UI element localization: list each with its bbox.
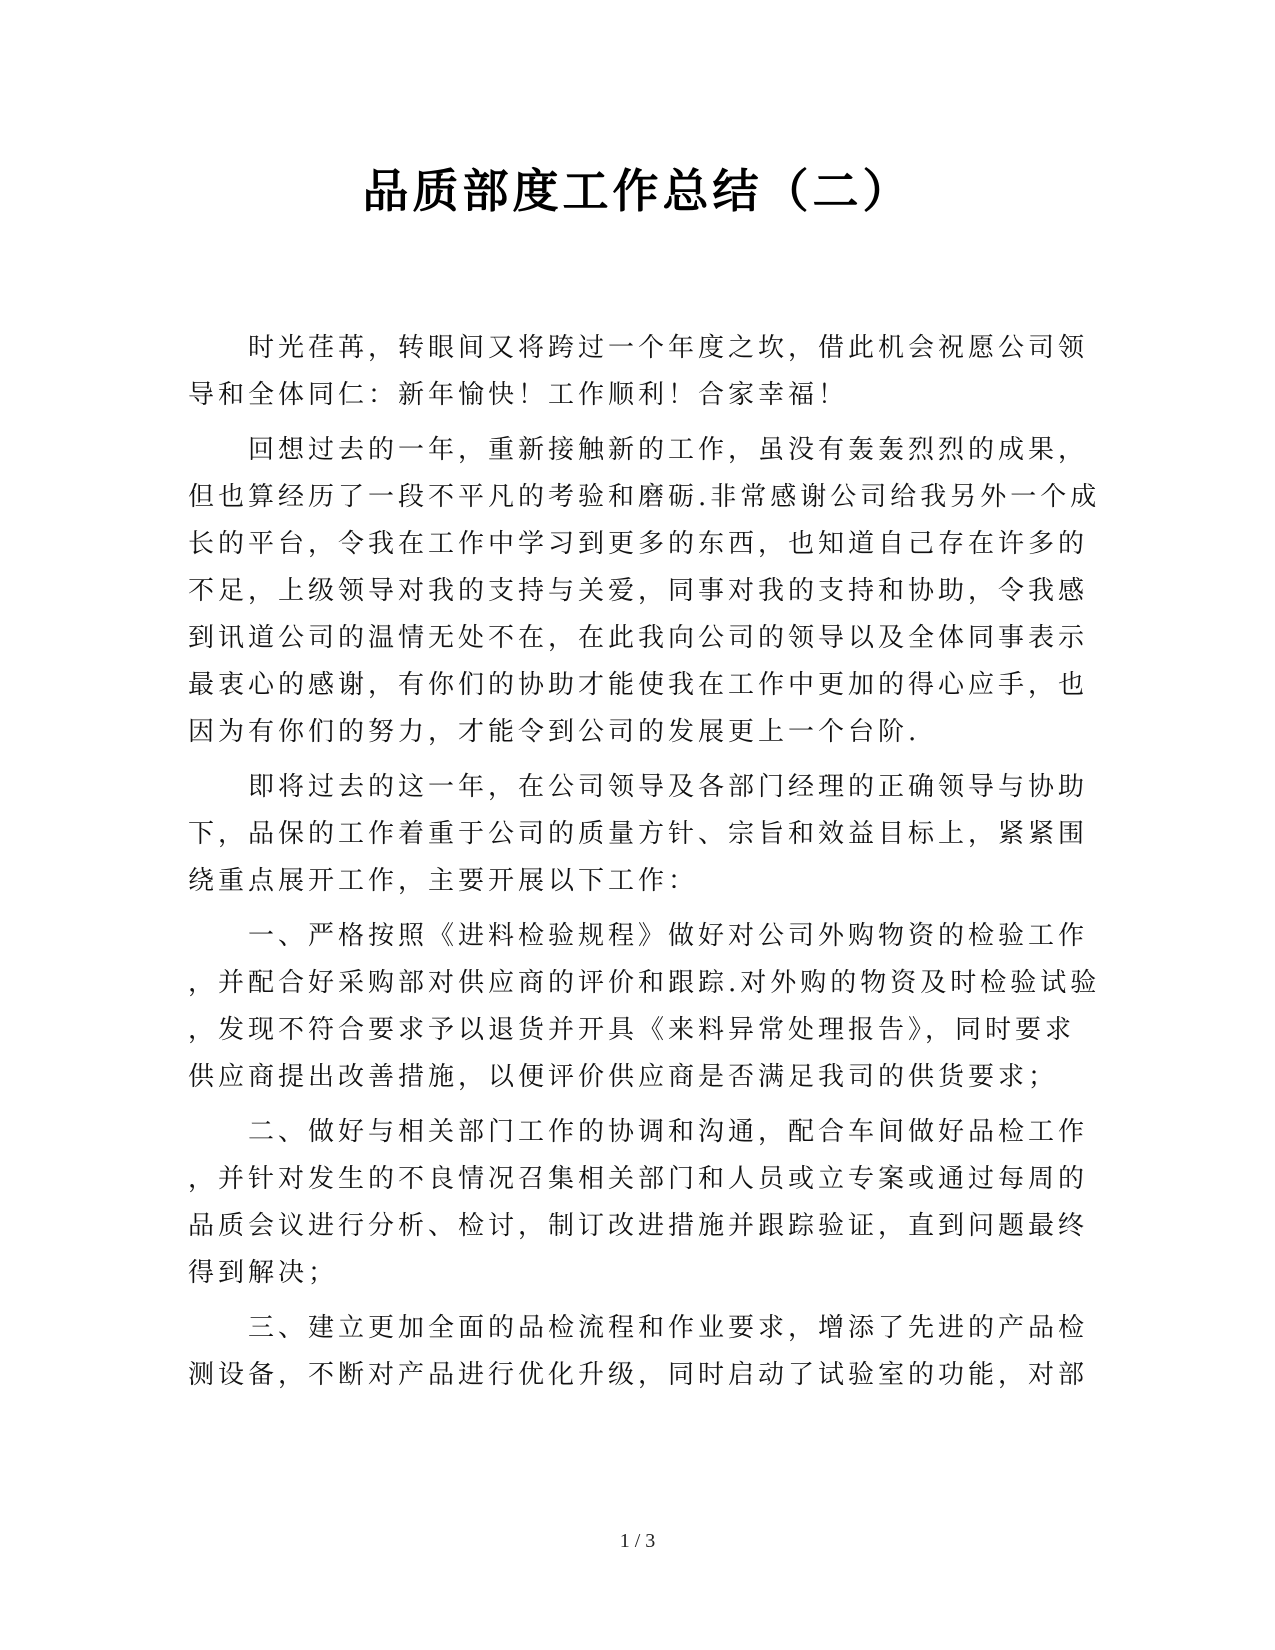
text-line: 最衷心的感谢，有你们的协助才能使我在工作中更加的得心应手，也 [188,670,1089,700]
text-line: 得到解决； [188,1258,339,1288]
text-line: ，并针对发生的不良情况召集相关部门和人员或立专案或通过每周的 [188,1164,1089,1194]
text-line: 下，品保的工作着重于公司的质量方针、宗旨和效益目标上，紧紧围 [188,819,1089,849]
page-number: 1 / 3 [619,1530,656,1552]
text-line: 到讯道公司的温情无处不在，在此我向公司的领导以及全体同事表示 [188,623,1089,653]
paragraph-3 [188,764,1089,905]
text-line: 导和全体同仁：新年愉快！工作顺利！合家幸福！ [188,380,849,410]
text-line: 测设备，不断对产品进行优化升级，同时启动了试验室的功能，对部 [188,1360,1089,1390]
text-line: 回想过去的一年，重新接触新的工作，虽没有轰轰烈烈的成果， [248,435,1089,465]
text-line: 三、建立更加全面的品检流程和作业要求，增添了先进的产品检 [248,1313,1089,1343]
text-line: 长的平台，令我在工作中学习到更多的东西，也知道自己存在许多的 [188,529,1089,559]
text-line: 时光荏苒，转眼间又将跨过一个年度之坎，借此机会祝愿公司领 [248,333,1089,363]
text-line: 不足，上级领导对我的支持与关爱，同事对我的支持和协助，令我感 [188,576,1089,606]
text-line: 但也算经历了一段不平凡的考验和磨砺.非常感谢公司给我另外一个成 [188,482,1101,512]
text-line: 即将过去的这一年，在公司领导及各部门经理的正确领导与协助 [248,772,1089,802]
text-line: ，发现不符合要求予以退货并开具《来料异常处理报告》，同时要求 [188,1015,1076,1045]
text-line: 供应商提出改善措施，以便评价供应商是否满足我司的供货要求； [188,1062,1059,1092]
text-line: 一、严格按照《进料检验规程》做好对公司外购物资的检验工作 [248,921,1089,951]
document-title: 品质部度工作总结（二） [362,164,913,218]
paragraph-6 [188,1305,1089,1399]
text-line: 品质会议进行分析、检讨，制订改进措施并跟踪验证，直到问题最终 [188,1211,1089,1241]
text-line: 绕重点展开工作，主要开展以下工作： [188,866,699,896]
text-line: 二、做好与相关部门工作的协调和沟通，配合车间做好品检工作 [248,1117,1089,1147]
paragraph-4 [188,913,1101,1101]
paragraph-5 [188,1109,1089,1297]
paragraph-1 [188,325,1089,419]
document-body [188,325,1101,1399]
text-line: 因为有你们的努力，才能令到公司的发展更上一个台阶. [188,717,921,747]
paragraph-2 [188,427,1101,756]
text-line: ，并配合好采购部对供应商的评价和跟踪.对外购的物资及时检验试验 [188,968,1101,998]
